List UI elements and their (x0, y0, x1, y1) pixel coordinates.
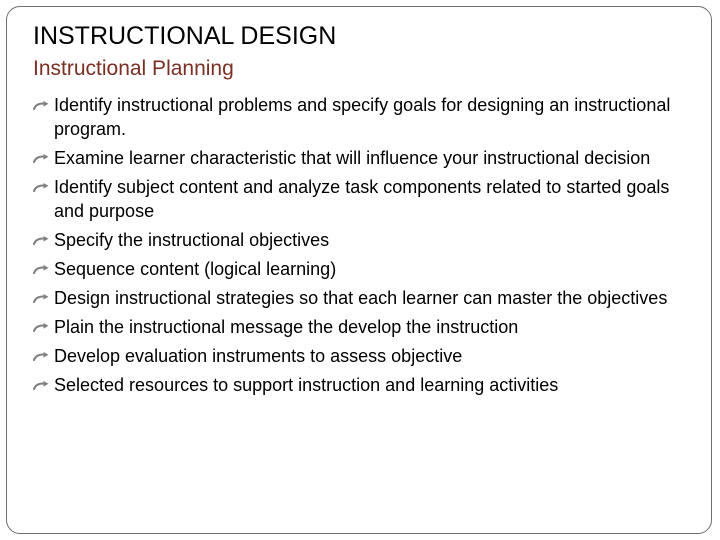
slide-frame (6, 6, 712, 534)
bullet-item (33, 146, 703, 170)
bullet-text: Identify subject content and analyze task components related to started goals and purpose (54, 177, 670, 221)
curved-arrow-bullet-icon (33, 265, 49, 274)
slide-subtitle: Instructional Planning (33, 57, 234, 80)
bullet-item (33, 315, 703, 339)
bullet-text: Selected resources to support instruction and learning activities (54, 375, 559, 395)
bullet-item (33, 175, 703, 223)
bullet-item (33, 286, 703, 310)
curved-arrow-bullet-icon (33, 381, 49, 390)
curved-arrow-bullet-icon (33, 183, 49, 192)
bullet-item (33, 93, 703, 141)
bullet-text: Identify instructional problems and specify goals for designing an instructional program. (54, 95, 671, 139)
bullet-list (33, 93, 703, 402)
bullet-text: Plain the instructional message the develop the instruction (54, 317, 519, 337)
bullet-text: Develop evaluation instruments to assess objective (54, 346, 463, 366)
bullet-text: Examine learner characteristic that will influence your instructional decision (54, 148, 651, 168)
curved-arrow-bullet-icon (33, 236, 49, 245)
bullet-text: Sequence content (logical learning) (54, 259, 337, 279)
curved-arrow-bullet-icon (33, 323, 49, 332)
curved-arrow-bullet-icon (33, 154, 49, 163)
bullet-item (33, 373, 703, 397)
bullet-item (33, 344, 703, 368)
slide-title: INSTRUCTIONAL DESIGN (33, 22, 337, 50)
bullet-item (33, 257, 703, 281)
bullet-item (33, 228, 703, 252)
bullet-text: Design instructional strategies so that each learner can master the objectives (54, 288, 668, 308)
bullet-text: Specify the instructional objectives (54, 230, 330, 250)
curved-arrow-bullet-icon (33, 294, 49, 303)
curved-arrow-bullet-icon (33, 101, 49, 110)
curved-arrow-bullet-icon (33, 352, 49, 361)
